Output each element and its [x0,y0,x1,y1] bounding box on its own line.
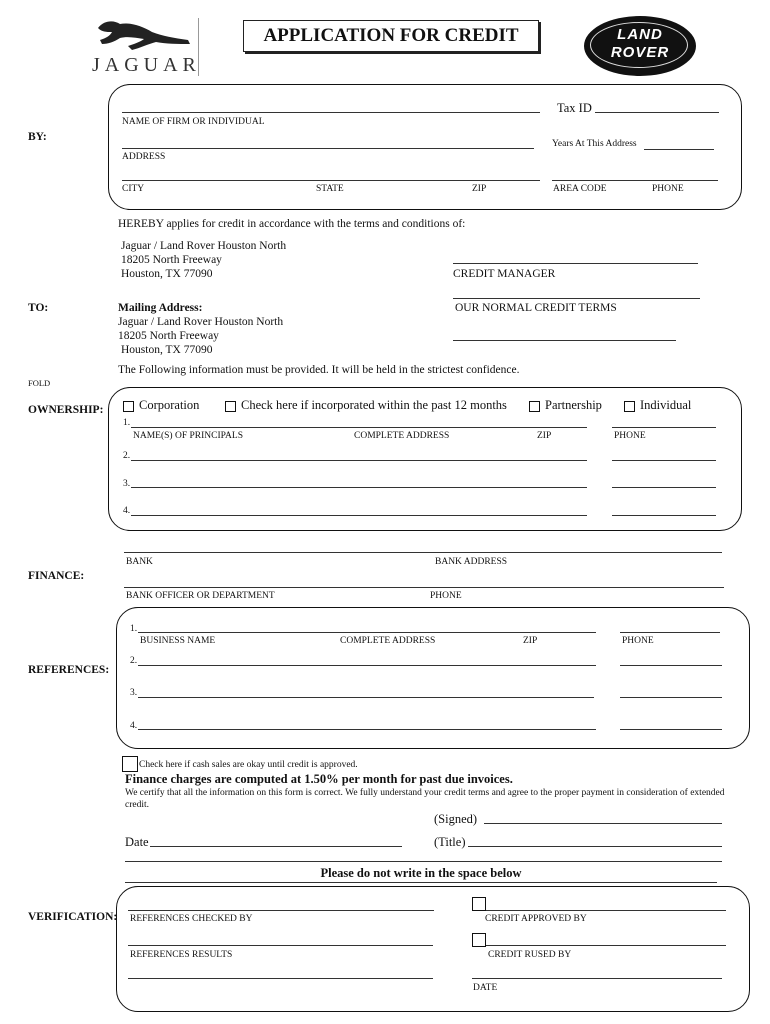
refs-results-field[interactable] [128,945,433,946]
references-label: REFERENCES: [28,664,110,676]
page-title: APPLICATION FOR CREDIT [243,20,539,52]
credit-approved-checkbox[interactable] [472,897,486,911]
principal-row-1-field[interactable] [131,427,587,428]
normal-terms-label: OUR NORMAL CREDIT TERMS [455,302,617,314]
reference-row-2-phone[interactable] [620,665,722,666]
principal-row-3-phone[interactable] [612,487,716,488]
phone-label: PHONE [652,184,684,194]
mail-line-2: 18205 North Freeway [118,330,219,342]
firm-name-field[interactable] [122,112,540,113]
refs-checked-field[interactable] [128,910,434,911]
bank-label: BANK [126,557,153,567]
reference-row-number: 1. [130,624,138,634]
firm-name-label: NAME OF FIRM OR INDIVIDUAL [122,117,265,127]
landrover-logo [584,16,696,76]
certify-text: We certify that all the information on this form is correct. We fully understand your credit terms and agree to the proper payment in consideration of extended credit. [125,788,725,810]
landrover-word-rover: ROVER [610,44,670,61]
reference-row-number: 2. [130,656,138,666]
reference-phone-col-label: PHONE [622,636,654,646]
bank-officer-field[interactable] [124,587,724,588]
tax-id-field[interactable] [595,112,719,113]
reference-address-col-label: COMPLETE ADDRESS [340,636,436,646]
principal-row-3-field[interactable] [131,487,587,488]
bank-phone-label: PHONE [430,591,462,601]
credit-manager-sig-field[interactable] [453,298,700,299]
reference-row-3-field[interactable] [138,697,594,698]
reference-row-2-field[interactable] [138,665,596,666]
verification-date-field[interactable] [472,978,722,979]
header-divider [198,18,199,76]
verification-box [116,886,750,1012]
years-field[interactable] [644,149,714,150]
applicant-box [108,84,742,210]
checkbox-corporation[interactable] [123,401,134,412]
principal-row-4-phone[interactable] [612,515,716,516]
reference-row-1-phone[interactable] [620,632,720,633]
bank-field[interactable] [124,552,722,553]
phone-area-field[interactable] [552,180,718,181]
business-name-col-label: BUSINESS NAME [140,636,216,646]
signature-field[interactable] [484,823,722,824]
do-not-write-notice: Please do not write in the space below [125,864,717,883]
principal-row-number: 3. [123,479,131,489]
reference-row-4-field[interactable] [138,729,596,730]
mail-line-3: Houston, TX 77090 [121,344,213,356]
state-label: STATE [316,184,344,194]
area-code-label: AREA CODE [553,184,607,194]
principal-row-2-field[interactable] [131,460,587,461]
principal-row-4-field[interactable] [131,515,587,516]
normal-terms-field[interactable] [453,340,676,341]
ownership-label: OWNERSHIP: [28,404,104,416]
cash-sales-checkbox[interactable] [122,756,138,772]
title-field[interactable] [468,846,722,847]
credit-refused-checkbox[interactable] [472,933,486,947]
to-label: TO: [28,302,49,314]
option-individual[interactable]: Individual [624,398,691,413]
finance-label: FINANCE: [28,570,85,582]
principal-row-2-phone[interactable] [612,460,716,461]
principal-row-number: 2. [123,451,131,461]
option-incorporated-recent[interactable]: Check here if incorporated within the past 12 months [225,398,507,413]
principals-col-label: NAME(S) OF PRINCIPALS [133,431,243,441]
zip-label: ZIP [472,184,487,194]
credit-refused-label: CREDIT RUSED BY [488,950,572,960]
mailing-address-label: Mailing Address: [118,302,203,314]
references-box [116,607,750,749]
credit-manager-label: CREDIT MANAGER [453,268,556,280]
info-notice: The Following information must be provided. It will be held in the strictest confidence. [118,364,520,376]
credit-approved-label: CREDIT APPROVED BY [485,914,587,924]
option-corporation[interactable]: Corporation [123,398,199,413]
refs-checked-label: REFERENCES CHECKED BY [130,914,253,924]
tax-id-label: Tax ID [557,101,592,115]
results-extra-field[interactable] [128,978,433,979]
dealer-line-1: Jaguar / Land Rover Houston North [121,240,287,252]
cash-sales-text: Check here if cash sales are okay until credit is approved. [139,760,358,770]
bank-address-label: BANK ADDRESS [435,557,508,567]
verification-date-label: DATE [473,983,498,993]
reference-zip-col-label: ZIP [523,636,538,646]
dealer-line-3: Houston, TX 77090 [121,268,213,280]
credit-refused-field[interactable] [486,945,726,946]
principals-zip-col-label: ZIP [537,431,552,441]
years-label: Years At This Address [552,139,637,149]
hereby-text: HEREBY applies for credit in accordance with the terms and conditions of: [118,218,466,230]
reference-row-number: 3. [130,688,138,698]
reference-row-number: 4. [130,721,138,731]
credit-approved-field[interactable] [486,910,726,911]
finance-charges-text: Finance charges are computed at 1.50% per month for past due invoices. [125,772,513,786]
signed-label: (Signed) [434,812,478,826]
reference-row-1-field[interactable] [138,632,596,633]
jaguar-leaper-icon [90,14,200,54]
reference-row-3-phone[interactable] [620,697,722,698]
principals-phone-col-label: PHONE [614,431,646,441]
title-label: (Title) [434,835,466,849]
principals-address-col-label: COMPLETE ADDRESS [354,431,450,441]
by-label: BY: [28,131,47,143]
credit-manager-field[interactable] [453,263,698,264]
city-state-zip-field[interactable] [122,180,540,181]
bank-officer-label: BANK OFFICER OR DEPARTMENT [126,591,275,601]
checkbox-individual[interactable] [624,401,635,412]
verification-label: VERIFICATION: [28,911,118,923]
checkbox-incorporated-recent[interactable] [225,401,236,412]
separator-line [125,861,722,862]
address-label: ADDRESS [122,152,166,162]
mail-line-1: Jaguar / Land Rover Houston North [118,316,284,328]
date-field[interactable] [150,846,402,847]
refs-results-label: REFERENCES RESULTS [130,950,233,960]
dealer-line-2: 18205 North Freeway [121,254,222,266]
option-partnership[interactable]: Partnership [529,398,602,413]
fold-label: FOLD [28,378,51,388]
jaguar-wordmark: JAGUAR [92,54,201,76]
address-field[interactable] [122,148,534,149]
jaguar-logo [90,14,200,78]
principal-row-number: 4. [123,506,131,516]
principal-row-1-phone[interactable] [612,427,716,428]
reference-row-4-phone[interactable] [620,729,722,730]
checkbox-partnership[interactable] [529,401,540,412]
principal-row-number: 1. [123,418,131,428]
date-label: Date [125,835,149,849]
landrover-word-land: LAND [617,26,663,43]
city-label: CITY [122,184,145,194]
